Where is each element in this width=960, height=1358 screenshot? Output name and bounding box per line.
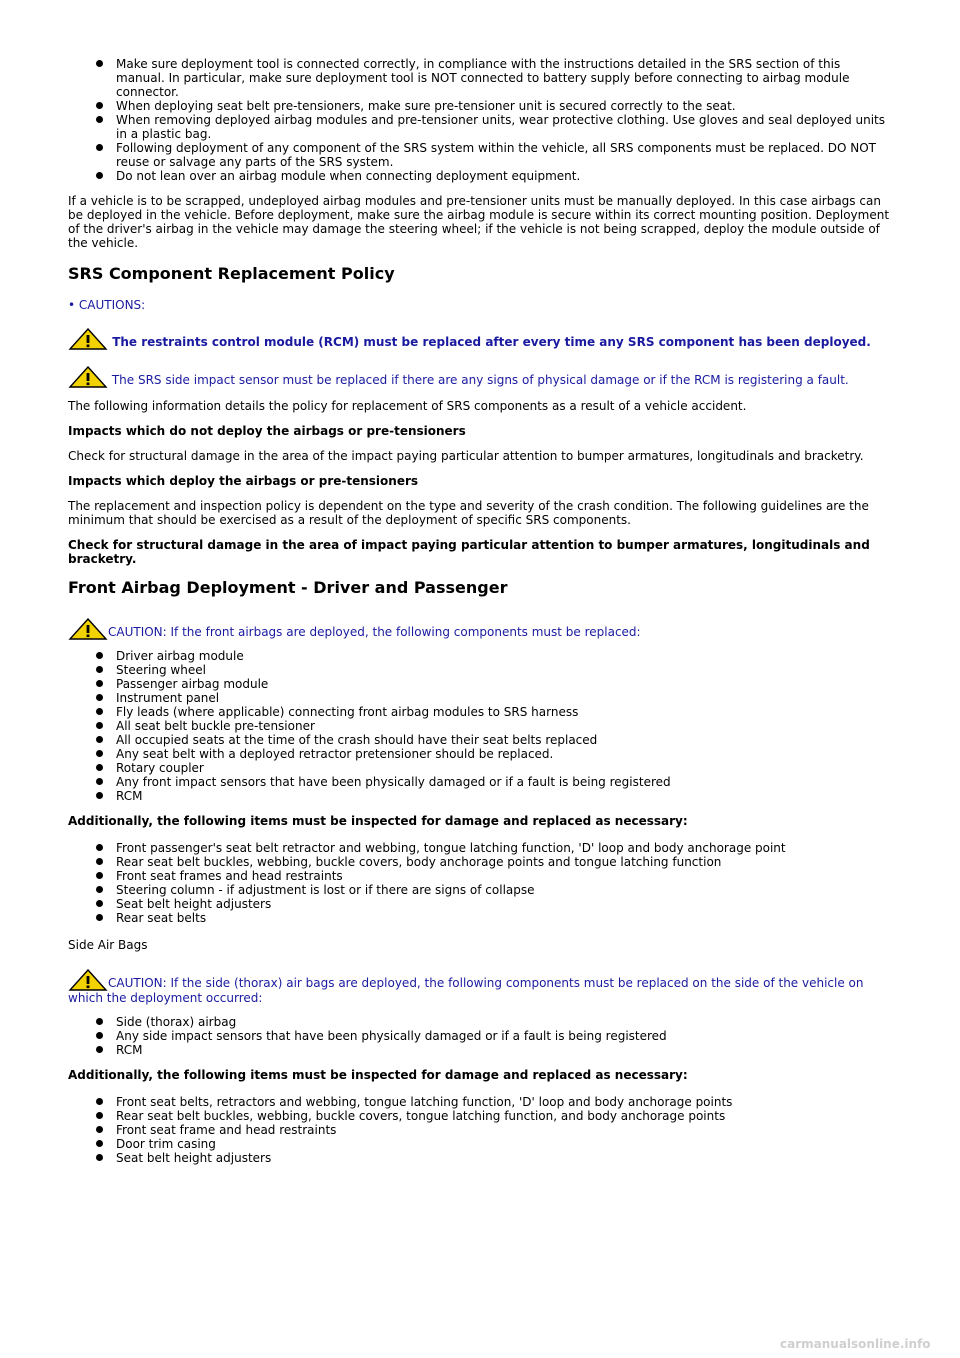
front-airbag-heading: Front Airbag Deployment - Driver and Passenger <box>68 578 508 597</box>
side-additionally-heading: Additionally, the following items must be inspected for damage and replaced as necessary: <box>68 1068 688 1082</box>
front-inspect-list <box>68 841 890 925</box>
list-item: Fly leads (where applicable) connecting front airbag modules to SRS harness <box>116 705 890 719</box>
list-item: Front passenger's seat belt retractor and webbing, tongue latching function, 'D' loop and body anchorage point <box>116 841 890 855</box>
front-caution-text: CAUTION: If the front airbags are deployed, the following components must be replaced: <box>108 625 641 639</box>
list-item: Rear seat belts <box>116 911 890 925</box>
list-item: All occupied seats at the time of the crash should have their seat belts replaced <box>116 733 890 747</box>
list-item: Any seat belt with a deployed retractor pretensioner should be replaced. <box>116 747 890 761</box>
front-replace-list <box>68 649 890 803</box>
front-caution <box>68 618 890 640</box>
side-airbag-heading: Side Air Bags <box>68 938 148 952</box>
policy-intro: The following information details the policy for replacement of SRS components as a result of a vehicle accident. <box>68 399 747 413</box>
list-item: Driver airbag module <box>116 649 890 663</box>
list-item: Side (thorax) airbag <box>116 1015 890 1029</box>
side-replace-list <box>68 1015 890 1057</box>
list-item: Rotary coupler <box>116 761 890 775</box>
side-caution <box>68 969 890 1005</box>
intro-bullet-list <box>68 57 890 183</box>
list-item: Steering column - if adjustment is lost or if there are signs of collapse <box>116 883 890 897</box>
watermark: carmanualsonline.info <box>780 1337 931 1351</box>
warning-triangle-icon <box>68 969 108 991</box>
list-item: Steering wheel <box>116 663 890 677</box>
list-item: Door trim casing <box>116 1137 890 1151</box>
document-content <box>68 57 890 1165</box>
list-item: Instrument panel <box>116 691 890 705</box>
list-item: Seat belt height adjusters <box>116 1151 890 1165</box>
list-item: Front seat frames and head restraints <box>116 869 890 883</box>
list-item: Rear seat belt buckles, webbing, buckle covers, tongue latching function, and body anchorage points <box>116 1109 890 1123</box>
front-additionally-heading: Additionally, the following items must be inspected for damage and replaced as necessary: <box>68 814 688 828</box>
cautions-label: • CAUTIONS: <box>68 298 146 312</box>
no-deploy-heading: Impacts which do not deploy the airbags or pre-tensioners <box>68 424 466 438</box>
list-item: All seat belt buckle pre-tensioner <box>116 719 890 733</box>
list-item: Seat belt height adjusters <box>116 897 890 911</box>
scrap-paragraph: If a vehicle is to be scrapped, undeployed airbag modules and pre-tensioner units must be manually deployed. In this case airbags can be deployed in the vehicle. Before deployment, make sure the airbag module is secure within its correct mounting position. Deployment of the driver's airbag in the vehicle may damage the steering wheel; if the vehicle is not being scrapped, deploy the module outside of the vehicle. <box>68 194 890 250</box>
list-item: Any side impact sensors that have been physically damaged or if a fault is being registered <box>116 1029 890 1043</box>
deploy-text: The replacement and inspection policy is dependent on the type and severity of the crash condition. The following guidelines are the minimum that should be exercised as a result of the deployment of specific SRS components. <box>68 499 869 527</box>
list-item: Following deployment of any component of the SRS system within the vehicle, all SRS components must be replaced. DO NOT reuse or salvage any parts of the SRS system. <box>116 141 890 169</box>
caution-rcm <box>68 328 890 350</box>
srs-policy-heading: SRS Component Replacement Policy <box>68 264 395 283</box>
warning-triangle-icon <box>68 366 108 388</box>
caution-rcm-text: The restraints control module (RCM) must be replaced after every time any SRS component has been deployed. <box>112 335 871 349</box>
list-item: Passenger airbag module <box>116 677 890 691</box>
list-item: Front seat frame and head restraints <box>116 1123 890 1137</box>
check-structural: Check for structural damage in the area of impact paying particular attention to bumper armatures, longitudinals and bracketry. <box>68 538 870 566</box>
side-inspect-list <box>68 1095 890 1165</box>
list-item: When deploying seat belt pre-tensioners, make sure pre-tensioner unit is secured correctly to the seat. <box>116 99 890 113</box>
list-item: Make sure deployment tool is connected correctly, in compliance with the instructions detailed in the SRS section of this manual. In particular, make sure deployment tool is NOT connected to battery supply before connecting to airbag module connector. <box>116 57 890 99</box>
warning-triangle-icon <box>68 618 108 640</box>
warning-triangle-icon <box>68 328 108 350</box>
list-item: When removing deployed airbag modules and pre-tensioner units, wear protective clothing. Use gloves and seal deployed units in a plastic bag. <box>116 113 890 141</box>
list-item: Front seat belts, retractors and webbing, tongue latching function, 'D' loop and body anchorage points <box>116 1095 890 1109</box>
no-deploy-text: Check for structural damage in the area of the impact paying particular attention to bumper armatures, longitudinals and bracketry. <box>68 449 864 463</box>
list-item: Rear seat belt buckles, webbing, buckle covers, body anchorage points and tongue latching function <box>116 855 890 869</box>
list-item: Any front impact sensors that have been physically damaged or if a fault is being registered <box>116 775 890 789</box>
deploy-heading: Impacts which deploy the airbags or pre-tensioners <box>68 474 419 488</box>
caution-side-sensor-text: The SRS side impact sensor must be replaced if there are any signs of physical damage or if the RCM is registering a fault. <box>111 373 849 387</box>
caution-side-sensor <box>68 366 890 388</box>
list-item: RCM <box>116 1043 890 1057</box>
side-caution-text: CAUTION: If the side (thorax) air bags are deployed, the following components must be replaced on the side of the vehicle on which the deployment occurred: <box>68 976 864 1005</box>
list-item: RCM <box>116 789 890 803</box>
list-item: Do not lean over an airbag module when connecting deployment equipment. <box>116 169 890 183</box>
